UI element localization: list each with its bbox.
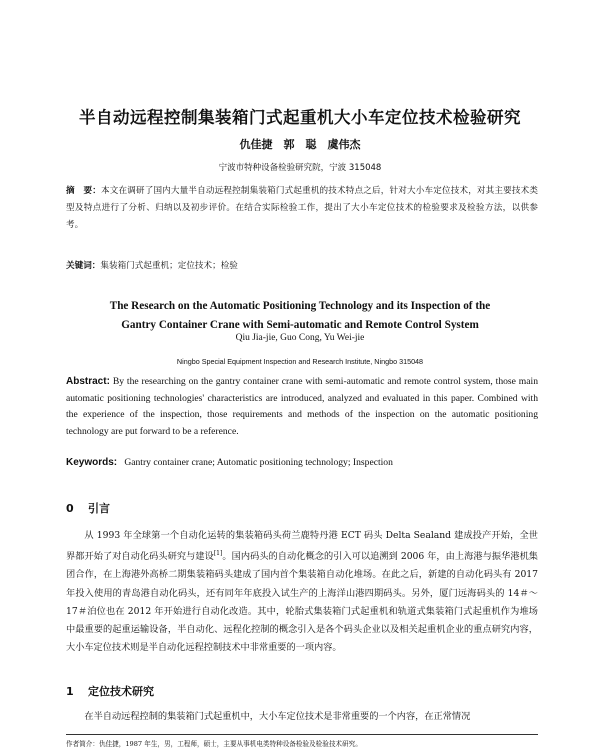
affiliation-en: Ningbo Special Equipment Inspection and Research Institute, Ningbo 315048 (176, 357, 424, 366)
paper-title-en (0, 297, 600, 335)
keywords-cn-text: 集装箱门式起重机；定位技术；检验 (100, 261, 238, 271)
intro-paragraph (66, 527, 538, 657)
paper-title-cn: 半自动远程控制集装箱门式起重机大小车定位技术检验研究 (79, 108, 521, 127)
section-heading-intro (66, 500, 110, 516)
positioning-paragraph: 在半自动远程控制的集装箱门式起重机中，大小车定位技术是非常重要的一个内容，在正常情况 (84, 711, 471, 722)
keywords-en-label: Keywords: (66, 457, 118, 468)
section-number: 0 (66, 502, 74, 515)
intro-text-b: 。国内码头的自动化概念的引入可以追溯到 2006 年，由上海港与振华港机集团合作，在上海港外高桥二期集装箱码头建成了国内首个集装箱自动化堆场。在此之后，新建的自动化码头有 2017 年投入使用的青岛港自动化码头，还有同年年底投入试生产的上海洋山港四期码头。另外，厦门远海码头的 14＃～17＃泊位也在 2012 年开始进行自动化改造。其中，轮胎式集装箱门式起重机和轨道式集装箱门式起重机作为堆场中最重要的起重运输设备，半自动化、远程化控制的概念引入是各个码头企业以及相关起重机企业的重点研究内容，大小车定位技术则是半自动化远程控制技术中非常重要的一项内容。 (66, 551, 538, 654)
authors-cn: 仇佳捷 郭 聪 虞伟杰 (239, 138, 361, 151)
affiliation-cn: 宁波市特种设备检验研究院，宁波 315048 (218, 163, 382, 173)
abstract-cn-text: 本文在调研了国内大量半自动远程控制集装箱门式起重机的技术特点之后，针对大小车定位技术，对其主要技术类型及特点进行了分析、归纳以及初步评价。在结合实际检验工作，提出了大小车定位技术的检验要求及检验方法，以供参考。 (66, 186, 538, 230)
abstract-en (66, 374, 538, 440)
abstract-cn-label: 摘 要： (66, 186, 101, 196)
paper-title-en-line2: Gantry Container Crane with Semi-automatic and Remote Control System (121, 319, 479, 331)
abstract-cn (66, 183, 538, 234)
keywords-cn-label: 关键词： (66, 261, 101, 271)
section-title: 定位技术研究 (88, 685, 154, 698)
keywords-en (66, 457, 538, 468)
citation: [1] (213, 550, 223, 558)
keywords-en-text: Gantry container crane; Automatic positioning technology; Inspection (124, 457, 393, 468)
authors-en: Qiu Jia-jie, Guo Cong, Yu Wei-jie (235, 333, 365, 343)
abstract-en-text: By the researching on the gantry container crane with semi-automatic and remote control system, those main automatic positioning technologies' characteristics are introduced, analyzed and evaluated in this paper. Combined with the experience of the inspection, those requirements and methods of the inspection on the automatic positioning technology are put forward to be a reference. (66, 376, 538, 437)
section-number: 1 (66, 685, 74, 698)
keywords-cn (66, 259, 538, 273)
footnote-divider (66, 734, 538, 735)
paper-title-en-line1: The Research on the Automatic Positioning Technology and its Inspection of the (109, 300, 491, 312)
abstract-en-label: Abstract: (66, 376, 110, 387)
section-title: 引言 (88, 502, 110, 515)
section-heading-positioning (66, 683, 154, 699)
intro-text-a: 从 1993 年全球第一个自动化运转的集装箱码头荷兰鹿特丹港 ECT 码头 Delta Sealand 建成投产开始，全世界都开始了对自动化码头研究与建设 (66, 530, 538, 563)
author-footnote: 作者简介：仇佳捷，1987 年生，男，工程师，硕士，主要从事机电类特种设备检验及检验技术研究。 (66, 740, 362, 748)
